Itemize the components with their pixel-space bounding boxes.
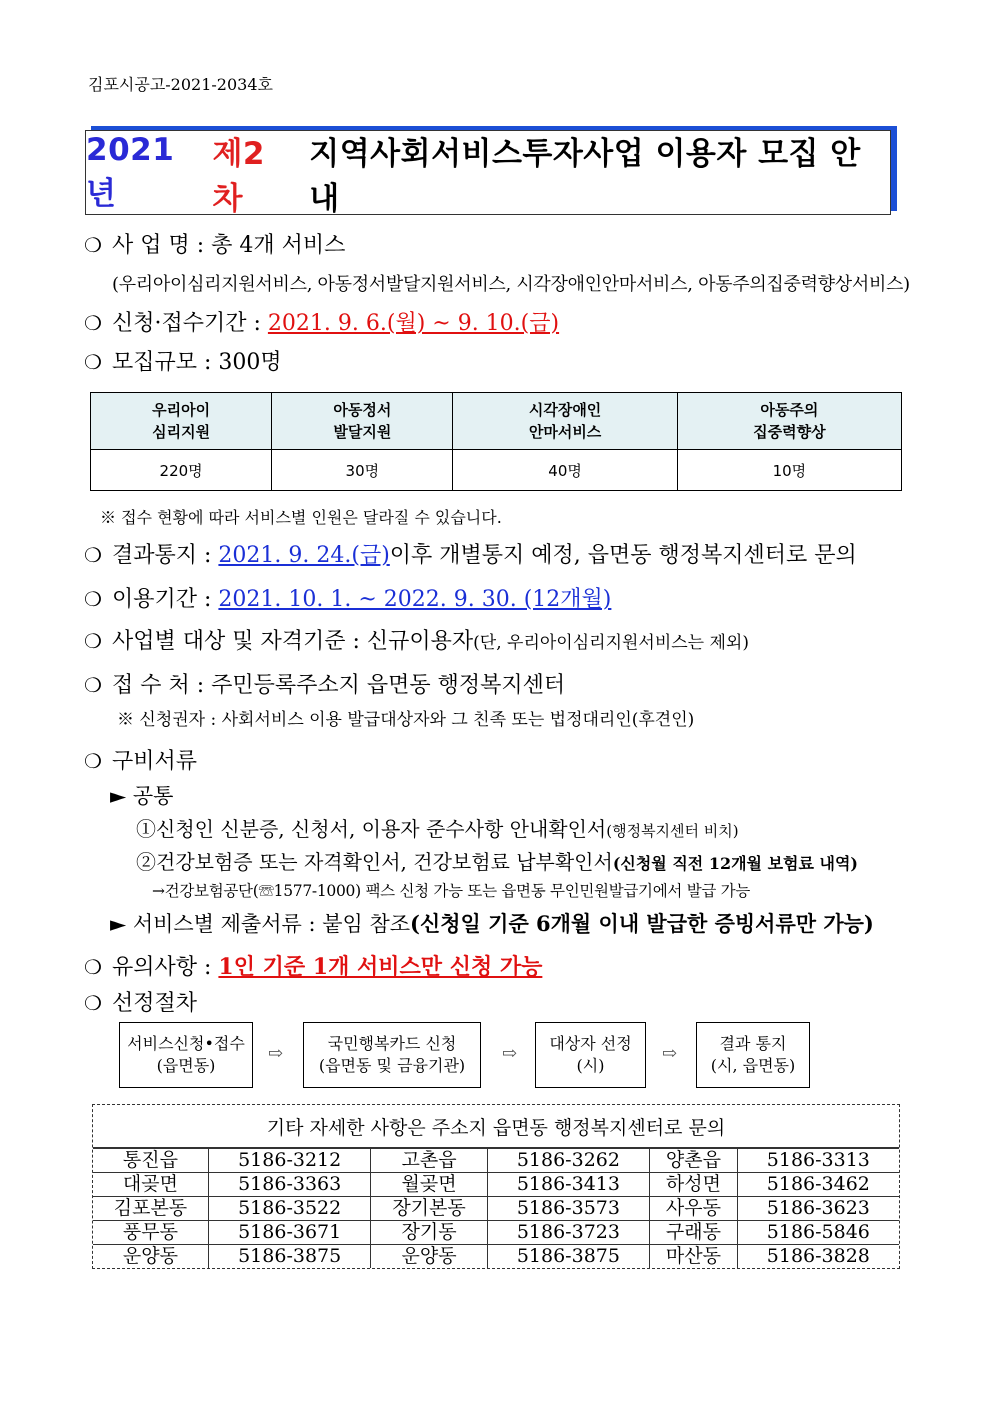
office-name: 마산동 xyxy=(650,1245,738,1269)
flow-step-title: 대상자 선정 xyxy=(549,1034,632,1053)
bullet-icon: ❍ xyxy=(84,311,102,335)
documents-item2-sub: →건강보험공단(☏1577-1000) 팩스 신청 가능 또는 읍면동 무인민원발급기에서 발급 가능 xyxy=(152,882,751,900)
documents-service-label: ► 서비스별 제출서류 : 붙임 참조 xyxy=(110,912,411,936)
documents-item2-main: ②건강보험증 또는 자격확인서, 건강보험료 납부확인서 xyxy=(136,850,613,874)
documents-common-label: ► 공통 xyxy=(110,784,174,808)
table-row xyxy=(93,1149,899,1173)
recruit-table-header-row xyxy=(91,393,902,450)
office-name: 운양동 xyxy=(93,1245,208,1269)
bullet-icon: ❍ xyxy=(84,233,102,257)
phone-number: 5186-3363 xyxy=(208,1173,371,1197)
notice-number: 김포시공고-2021-2034호 xyxy=(88,75,273,94)
office-name: 풍무동 xyxy=(93,1221,208,1245)
phone-number: 5186-3262 xyxy=(487,1149,650,1173)
title-main: 지역사회서비스투자사업 이용자 모집 안내 xyxy=(309,135,861,217)
recruit-header-cell: 시각장애인 안마서비스 xyxy=(453,393,677,450)
documents-item2 xyxy=(136,846,858,875)
flow-step-title: 결과 통지 xyxy=(719,1034,787,1053)
phone-number: 5186-3212 xyxy=(208,1149,371,1173)
documents-item1-main: ①신청인 신분증, 신청서, 이용자 준수사항 안내확인서 xyxy=(136,817,607,841)
contact-grid xyxy=(93,1148,899,1268)
caution-value: 1인 기준 1개 서비스만 신청 가능 xyxy=(218,954,543,980)
flow-step-sub: (읍면동 및 금융기관) xyxy=(318,1056,466,1075)
office-name: 양촌읍 xyxy=(650,1149,738,1173)
documents-row xyxy=(84,744,197,775)
recruit-table-value-row xyxy=(91,450,902,491)
phone-number: 5186-3313 xyxy=(737,1149,899,1173)
business-name-row xyxy=(84,228,345,259)
recruit-header-cell: 아동주의 집중력향상 xyxy=(677,393,901,450)
documents-item1 xyxy=(136,813,739,842)
recruit-scale-row xyxy=(84,345,282,376)
phone-number: 5186-3828 xyxy=(737,1245,899,1269)
office-name: 김포본동 xyxy=(93,1197,208,1221)
contact-table xyxy=(92,1104,900,1269)
business-name-detail: (우리아이심리지원서비스, 아동정서발달지원서비스, 시각장애인안마서비스, 아동주의집중력향상서비스) xyxy=(112,274,910,295)
flow-step-title: 국민행복카드 신청 xyxy=(327,1034,457,1053)
documents-label: 구비서류 xyxy=(112,749,198,774)
bullet-icon: ❍ xyxy=(84,587,102,611)
application-period-row xyxy=(84,306,559,337)
phone-number: 5186-3413 xyxy=(487,1173,650,1197)
page-title xyxy=(85,130,891,215)
office-name: 구래동 xyxy=(650,1221,738,1245)
documents-service xyxy=(110,908,874,938)
selection-label: 선정절차 xyxy=(112,991,198,1016)
phone-number: 5186-5846 xyxy=(737,1221,899,1245)
flow-step-sub: (읍면동) xyxy=(156,1056,216,1075)
office-name: 고촌읍 xyxy=(371,1149,487,1173)
documents-item2-note: (신청월 직전 12개월 보험료 내역) xyxy=(612,854,858,873)
office-name: 하성면 xyxy=(650,1173,738,1197)
usage-period-row xyxy=(84,582,611,613)
phone-number: 5186-3875 xyxy=(208,1245,371,1269)
bullet-icon: ❍ xyxy=(84,955,102,979)
usage-period-label: 이용기간 : xyxy=(112,587,219,612)
caution-label: 유의사항 : xyxy=(112,955,219,980)
result-notice-date: 2021. 9. 24.(금) xyxy=(218,543,390,568)
arrow-right-icon: ⇨ xyxy=(662,1043,678,1064)
office-name: 대곶면 xyxy=(93,1173,208,1197)
eligibility-note: (단, 우리아이심리지원서비스는 제외) xyxy=(473,633,749,653)
table-row xyxy=(93,1221,899,1245)
bullet-icon: ❍ xyxy=(84,629,102,653)
result-notice-rest: 이후 개별통지 예정, 읍면동 행정복지센터로 문의 xyxy=(389,543,857,568)
recruit-scale-value: 300명 xyxy=(218,350,282,375)
phone-number: 5186-3875 xyxy=(487,1245,650,1269)
phone-number: 5186-3573 xyxy=(487,1197,650,1221)
title-year: 2021년 xyxy=(86,132,175,212)
reception-label: 접 수 처 : 주민등록주소지 읍면동 행정복지센터 xyxy=(112,673,566,698)
office-name: 장기본동 xyxy=(371,1197,487,1221)
office-name: 월곶면 xyxy=(371,1173,487,1197)
recruit-table xyxy=(90,392,902,491)
selection-row xyxy=(84,986,197,1017)
caution-row xyxy=(84,950,542,981)
recruit-header-cell: 아동정서 발달지원 xyxy=(272,393,453,450)
application-period-value: 2021. 9. 6.(월) ~ 9. 10.(금) xyxy=(267,311,560,336)
office-name: 운양동 xyxy=(371,1245,487,1269)
table-row xyxy=(93,1173,899,1197)
recruit-note: ※ 접수 현황에 따라 서비스별 인원은 달라질 수 있습니다. xyxy=(100,508,502,527)
result-notice-label: 결과통지 : xyxy=(112,543,219,568)
application-period-label: 신청·접수기간 : xyxy=(112,311,268,336)
recruit-value-cell: 220명 xyxy=(91,450,272,491)
arrow-right-icon: ⇨ xyxy=(502,1043,518,1064)
flow-step-title: 서비스신청•접수 xyxy=(127,1034,245,1053)
table-row xyxy=(93,1197,899,1221)
recruit-value-cell: 10명 xyxy=(677,450,901,491)
bullet-icon: ❍ xyxy=(84,991,102,1015)
documents-service-note: (신청일 기준 6개월 이내 발급한 증빙서류만 가능) xyxy=(410,911,874,936)
bullet-icon: ❍ xyxy=(84,673,102,697)
documents-item1-note: (행정복지센터 비치) xyxy=(606,822,739,840)
flow-step-card xyxy=(303,1022,481,1088)
office-name: 사우동 xyxy=(650,1197,738,1221)
arrow-right-icon: ⇨ xyxy=(268,1043,284,1064)
bullet-icon: ❍ xyxy=(84,350,102,374)
phone-number: 5186-3462 xyxy=(737,1173,899,1197)
reception-note: ※ 신청권자 : 사회서비스 이용 발급대상자와 그 친족 또는 법정대리인(후견인) xyxy=(117,710,695,730)
business-name-value: 총 4개 서비스 xyxy=(211,233,346,258)
reception-row xyxy=(84,668,565,699)
flow-step-sub: (시, 읍면동) xyxy=(710,1056,796,1075)
office-name: 장기동 xyxy=(371,1221,487,1245)
phone-number: 5186-3671 xyxy=(208,1221,371,1245)
recruit-value-cell: 30명 xyxy=(272,450,453,491)
recruit-scale-label: 모집규모 : xyxy=(112,350,219,375)
title-round: 제2차 xyxy=(212,135,266,217)
bullet-icon: ❍ xyxy=(84,543,102,567)
result-notice-row xyxy=(84,538,857,569)
phone-number: 5186-3623 xyxy=(737,1197,899,1221)
contact-heading: 기타 자세한 사항은 주소지 읍면동 행정복지센터로 문의 xyxy=(93,1105,899,1148)
recruit-header-cell: 우리아이 심리지원 xyxy=(91,393,272,450)
usage-period-value: 2021. 10. 1. ~ 2022. 9. 30. (12개월) xyxy=(218,587,612,612)
table-row xyxy=(93,1245,899,1269)
flow-step-sub: (시) xyxy=(576,1056,605,1075)
bullet-icon: ❍ xyxy=(84,749,102,773)
flow-step-selection xyxy=(535,1022,646,1088)
business-name-label: 사 업 명 : xyxy=(112,233,212,258)
office-name: 통진읍 xyxy=(93,1149,208,1173)
phone-number: 5186-3522 xyxy=(208,1197,371,1221)
eligibility-row xyxy=(84,624,749,655)
eligibility-label: 사업별 대상 및 자격기준 : 신규이용자 xyxy=(112,629,474,654)
recruit-value-cell: 40명 xyxy=(453,450,677,491)
phone-number: 5186-3723 xyxy=(487,1221,650,1245)
flow-step-result xyxy=(696,1022,810,1088)
flow-step-application xyxy=(119,1022,253,1088)
